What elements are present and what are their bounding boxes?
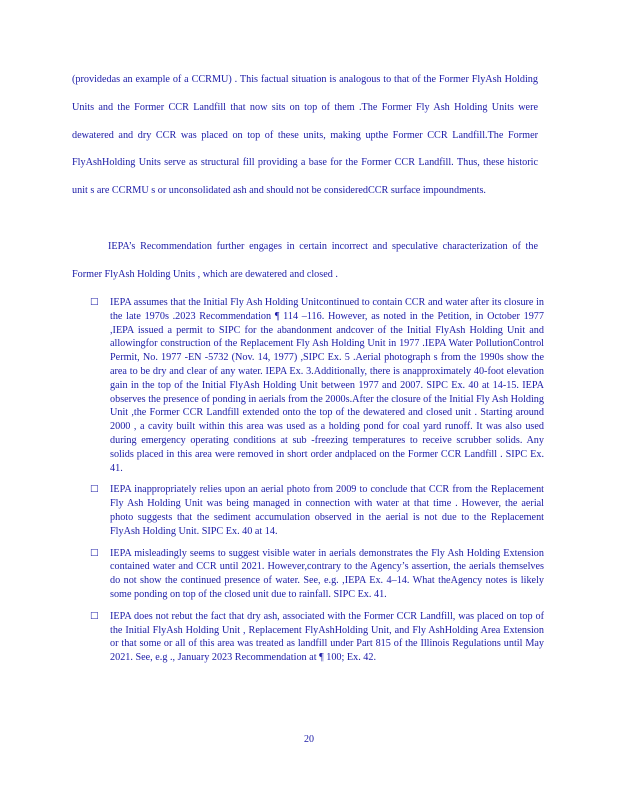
- list-item: [72, 483, 544, 538]
- bullet-marker-icon: □: [90, 484, 99, 495]
- bullet-marker-icon: □: [90, 297, 99, 307]
- bullet-text-4: IEPA does not rebut the fact that dry ash, associated with the Former CCR Landfill, was placed on top of the Initial FlyAsh Holding Unit , Replacement FlyAshHolding Unit, and Fly AshHolding Area Extension or that some or all of this area was treated as landfill under Part 815 of the Illinois Regulations until May 2021. See, e.g ., January 2023 Recommendation at ¶ 100; Ex. 42.: [110, 610, 544, 664]
- page-number: 20: [304, 734, 314, 745]
- bullet-text-1: IEPA assumes that the Initial Fly Ash Holding Unitcontinued to contain CCR and water after its closure in the late 1970s .2023 Recommendation ¶ 114 –116. However, as noted in the Petition, in October 1977 ,IEPA issued a permit to SIPC for the abandonment andcover of the Initial FlyAsh Holding Unit and allowingfor construction of the Replacement Fly Ash Holding Unit in 1977 .IEPA Water PollutionControl Permit, No. 1977 -EN -5732 (Nov. 14, 1977) ,SIPC Ex. 5 .Aerial photograph s from the 1990s show the area to be dry and clear of any water. IEPA Ex. 3.Additionally, there is anapproximately 40-foot elevation gain in the top of the Initial FlyAsh Holding Unit between 1977 and 2007. SIPC Ex. 40 at 14-15. IEPA observes the presence of ponding in aerials from the 2000s.After the closure of the Initial Fly Ash Holding Unit ,the Former CCR Landfill extended onto the top of the dewatered and closed unit . Starting around 2000 , a cavity built within this area was used as a holding pond for coal yard runoff. It was also used during emergency operating conditions at sub -freezing temperatures to receive scrubber solids. Any solids placed in this area were removed in short order andplaced on the Former CCR Landfill . SIPC Ex. 41.: [110, 297, 544, 474]
- bullet-text-2: IEPA inappropriately relies upon an aerial photo from 2009 to conclude that CCR from the Replacement Fly Ash Holding Unit was being managed in connection with water at that time . However, the aerial photo suggests that the sediment accumulation observed in the aerial is not due to the Replacement FlyAsh Holding Unit. SIPC Ex. 40 at 14.: [110, 484, 544, 537]
- bullet-text-3: IEPA misleadingly seems to suggest visible water in aerials demonstrates the Fly Ash Holding Extension contained water and CCR until 2021. However,contrary to the Agency’s assertion, the aerials themselves do not show the continued presence of water. See, e.g. ,IEPA Ex. 4–14. What theAgency notes is likely some ponding on top of the closed unit due to rainfall. SIPC Ex. 41.: [110, 547, 544, 600]
- bullet-marker-icon: □: [90, 610, 99, 621]
- list-item: [72, 610, 544, 665]
- list-item: [72, 296, 544, 475]
- body-paragraph-1: (providedas an example of a CCRMU) . This factual situation is analogous to that of the Former FlyAsh Holding Units and the Former CCR Landfill that now sits on top of them .The Former Fly Ash Holding Units were dewatered and dry CCR was placed on top of these units, making upthe Former CCR Landfill.The Former FlyAshHolding Units serve as structural fill providing a base for the Former CCR Landfill. Thus, these historic unit s are CCRMU s or unconsolidated ash and should not be consideredCCR surface impoundments.: [72, 74, 538, 197]
- bullet-marker-icon: □: [90, 547, 99, 558]
- bullet-list: [72, 296, 544, 673]
- body-paragraph-2: IEPA’s Recommendation further engages in certain incorrect and speculative characterization of the Former FlyAsh Holding Units , which are dewatered and closed .: [72, 241, 538, 280]
- list-item: [72, 547, 544, 602]
